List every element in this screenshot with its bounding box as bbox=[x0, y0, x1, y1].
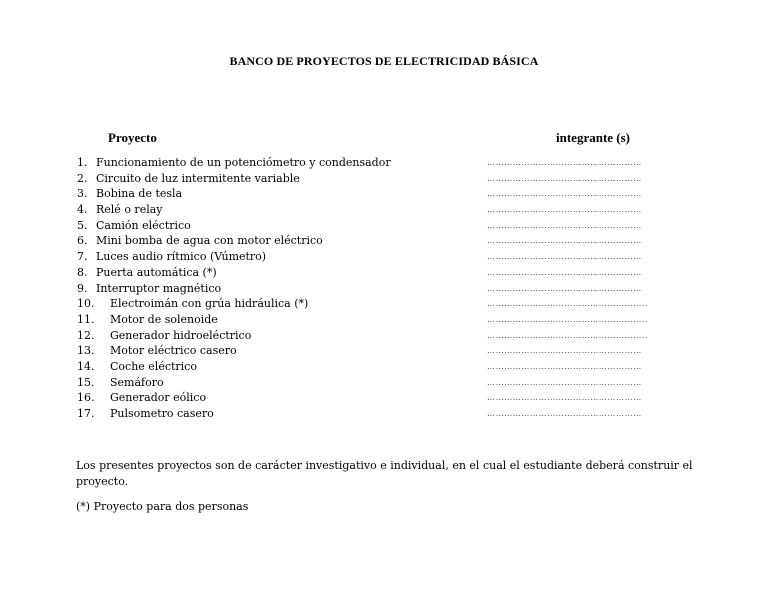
project-name: Circuito de luz intermitente variable bbox=[96, 171, 300, 185]
project-row bbox=[77, 186, 697, 202]
project-number: 5. bbox=[77, 218, 88, 232]
member-blank-line: ……………………………………………….. bbox=[487, 299, 649, 309]
member-blank-line: ……………………………………………… bbox=[487, 283, 642, 293]
member-blank-line: ……………………………………………….. bbox=[487, 330, 649, 340]
member-blank-line: ……………………………………………….. bbox=[487, 314, 649, 324]
project-number: 3. bbox=[77, 187, 88, 201]
member-blank-line: ……………………………………………… bbox=[487, 409, 642, 418]
project-name: Generador hidroeléctrico bbox=[110, 328, 252, 342]
project-name: Bobina de tesla bbox=[96, 187, 183, 201]
project-name: Puerta automática (*) bbox=[96, 265, 217, 279]
members-column-header: integrante (s) bbox=[556, 130, 631, 145]
project-number: 15. bbox=[77, 375, 95, 389]
member-blank-line: ……………………………………………… bbox=[487, 220, 642, 230]
project-number: 8. bbox=[77, 265, 88, 279]
project-name: Motor eléctrico casero bbox=[110, 344, 237, 358]
project-name: Mini bomba de agua con motor eléctrico bbox=[96, 234, 323, 248]
project-name: Relé o relay bbox=[96, 203, 163, 217]
project-row bbox=[77, 218, 697, 234]
project-row bbox=[77, 155, 697, 171]
project-name: Motor de solenoide bbox=[110, 312, 218, 326]
project-name: Electroimán con grúa hidráulica (*) bbox=[110, 297, 309, 311]
project-number: 6. bbox=[77, 234, 88, 248]
project-list bbox=[77, 155, 697, 422]
project-number: 10. bbox=[77, 297, 95, 311]
member-blank-line: ……………………………………………… bbox=[487, 252, 642, 262]
project-number: 16. bbox=[77, 391, 95, 405]
project-name: Pulsometro casero bbox=[110, 407, 214, 420]
project-name: Coche eléctrico bbox=[110, 359, 197, 373]
project-number: 9. bbox=[77, 281, 88, 295]
project-row bbox=[77, 390, 697, 406]
project-number: 7. bbox=[77, 250, 88, 264]
member-blank-line: ……………………………………………… bbox=[487, 173, 642, 183]
project-number: 4. bbox=[77, 203, 88, 217]
member-blank-line: ……………………………………………… bbox=[487, 346, 642, 356]
project-column-header: Proyecto bbox=[108, 130, 157, 145]
project-name: Generador eólico bbox=[110, 391, 207, 405]
project-row bbox=[77, 202, 697, 218]
project-name: Funcionamiento de un potenciómetro y condensador bbox=[96, 156, 391, 169]
project-name: Camión eléctrico bbox=[96, 218, 191, 232]
member-blank-line: ……………………………………………… bbox=[487, 267, 642, 277]
project-number: 2. bbox=[77, 171, 88, 185]
member-blank-line: ……………………………………………… bbox=[487, 205, 642, 215]
member-blank-line: ……………………………………………… bbox=[487, 377, 642, 387]
project-name: Semáforo bbox=[110, 375, 164, 389]
project-row bbox=[77, 406, 697, 422]
project-number: 1. bbox=[77, 156, 88, 169]
project-row bbox=[77, 281, 697, 297]
project-row bbox=[77, 171, 697, 187]
project-row bbox=[77, 265, 697, 281]
document-title: BANCO DE PROYECTOS DE ELECTRICIDAD BÁSICA bbox=[229, 54, 539, 68]
project-name: Luces audio rítmico (Vúmetro) bbox=[96, 250, 267, 264]
project-row bbox=[77, 249, 697, 265]
project-number: 12. bbox=[77, 328, 95, 342]
project-row bbox=[77, 233, 697, 249]
project-name: Interruptor magnético bbox=[96, 281, 222, 295]
project-row bbox=[77, 328, 697, 344]
footnote-text: (*) Proyecto para dos personas bbox=[76, 500, 249, 513]
member-blank-line: ……………………………………………… bbox=[487, 189, 642, 199]
description-text: Los presentes proyectos son de carácter investigativo e individual, en el cual el estudiante deberá construir el proyecto. bbox=[76, 459, 693, 488]
project-row bbox=[77, 375, 697, 391]
project-row bbox=[77, 359, 697, 375]
project-row bbox=[77, 343, 697, 359]
project-number: 17. bbox=[77, 407, 95, 420]
member-blank-line: ……………………………………………… bbox=[487, 393, 642, 403]
project-number: 13. bbox=[77, 344, 95, 358]
member-blank-line: ……………………………………………… bbox=[487, 361, 642, 371]
member-blank-line: ……………………………………………… bbox=[487, 158, 642, 167]
project-number: 11. bbox=[77, 312, 95, 326]
project-number: 14. bbox=[77, 359, 95, 373]
project-row bbox=[77, 312, 697, 328]
member-blank-line: ……………………………………………… bbox=[487, 236, 642, 246]
project-row bbox=[77, 296, 697, 312]
